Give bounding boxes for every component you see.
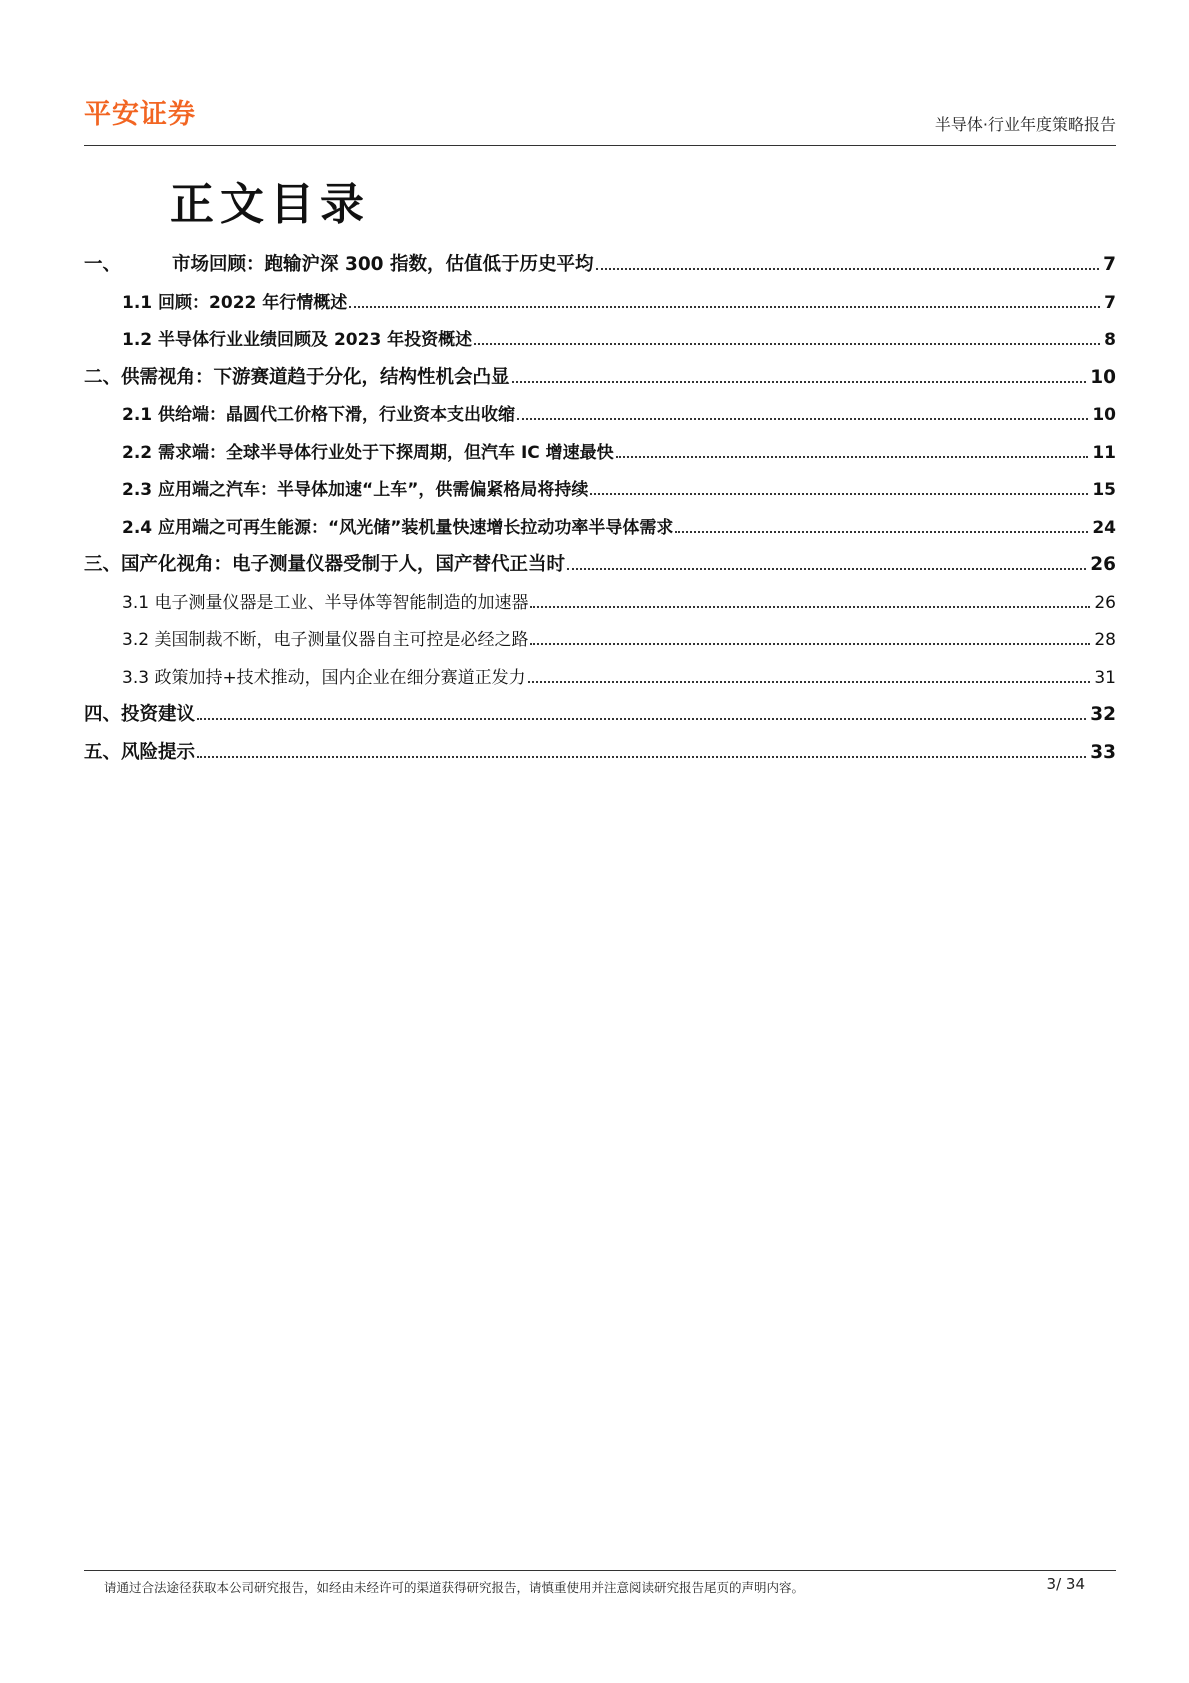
header-divider — [84, 145, 1116, 146]
company-logo: 平安证券 — [84, 99, 196, 130]
toc-entry-text: 3.2 美国制裁不断，电子测量仪器自主可控是必经之路 — [122, 630, 529, 650]
toc-entry-page: 11 — [1092, 442, 1116, 463]
toc-leader-dots — [530, 643, 1090, 645]
toc-entry-page: 15 — [1092, 480, 1116, 500]
toc-leader-dots — [349, 306, 1100, 308]
page-title: 正文目录 — [170, 179, 370, 230]
toc-leader-dots — [197, 756, 1086, 758]
toc-entry-text: 二、供需视角：下游赛道趋于分化，结构性机会凸显 — [84, 366, 510, 388]
toc-entry[interactable] — [84, 400, 1116, 438]
toc-entry[interactable] — [84, 438, 1116, 476]
toc-entry-text: 四、投资建议 — [84, 704, 196, 725]
toc-leader-dots — [512, 381, 1087, 383]
toc-entry-page: 33 — [1090, 741, 1116, 763]
toc-entry[interactable] — [84, 288, 1116, 326]
toc-leader-dots — [197, 718, 1086, 720]
toc-entry[interactable] — [84, 363, 1116, 401]
toc-entry-page: 10 — [1092, 405, 1116, 425]
toc-leader-dots — [474, 343, 1100, 345]
toc-entry-page: 8 — [1104, 330, 1116, 350]
page-header — [84, 92, 1116, 136]
toc-entry-page: 7 — [1104, 292, 1116, 313]
toc-entry-page: 28 — [1094, 630, 1116, 650]
toc-entry-text: 3.3 政策加持+技术推动，国内企业在细分赛道正发力 — [122, 667, 526, 688]
toc-entry[interactable] — [84, 250, 1116, 288]
toc-entry[interactable] — [84, 738, 1116, 776]
toc-leader-dots — [567, 568, 1086, 570]
toc-leader-dots — [528, 681, 1091, 683]
toc-entry-text: 市场回顾：跑输沪深 300 指数，估值低于历史平均 — [172, 254, 594, 275]
toc-entry[interactable] — [84, 625, 1116, 663]
page-number: 3/ 34 — [1046, 1575, 1085, 1593]
toc-entry-page: 10 — [1090, 366, 1116, 388]
toc-entry-page: 26 — [1090, 554, 1116, 575]
toc-entry[interactable] — [84, 550, 1116, 588]
report-type: 半导体·行业年度策略报告 — [934, 115, 1116, 134]
toc-entry-text: 3.1 电子测量仪器是工业、半导体等智能制造的加速器 — [122, 592, 529, 613]
toc-entry[interactable] — [84, 700, 1116, 738]
toc-entry-text: 2.2 需求端：全球半导体行业处于下探周期，但汽车 IC 增速最快 — [122, 442, 614, 463]
toc-entry-number: 一、 — [84, 254, 122, 275]
table-of-contents — [84, 250, 1116, 775]
toc-entry-page: 32 — [1090, 704, 1116, 725]
toc-entry-text: 2.1 供给端：晶圆代工价格下滑，行业资本支出收缩 — [122, 405, 516, 425]
toc-entry-text: 1.2 半导体行业业绩回顾及 2023 年投资概述 — [122, 330, 473, 350]
toc-leader-dots — [530, 606, 1090, 608]
toc-entry-page: 26 — [1094, 592, 1116, 613]
toc-entry-page: 7 — [1103, 254, 1116, 275]
toc-entry[interactable] — [84, 663, 1116, 701]
toc-entry-text: 五、风险提示 — [84, 741, 196, 763]
toc-leader-dots — [675, 531, 1088, 533]
toc-entry-text: 1.1 回顾：2022 年行情概述 — [122, 292, 348, 313]
toc-entry-text: 2.3 应用端之汽车：半导体加速“上车”，供需偏紧格局将持续 — [122, 480, 589, 500]
toc-entry-text: 三、国产化视角：电子测量仪器受制于人，国产替代正当时 — [84, 554, 566, 575]
toc-leader-dots — [517, 418, 1088, 420]
toc-entry[interactable] — [84, 475, 1116, 513]
toc-entry[interactable] — [84, 588, 1116, 626]
toc-entry-text: 2.4 应用端之可再生能源：“风光储”装机量快速增长拉动功率半导体需求 — [122, 517, 674, 538]
disclaimer-note: 请通过合法途径获取本公司研究报告，如经由未经许可的渠道获得研究报告，请慎重使用并注意阅读研究报告尾页的声明内容。 — [104, 1580, 805, 1595]
toc-leader-dots — [596, 268, 1100, 270]
toc-leader-dots — [590, 493, 1088, 495]
toc-entry[interactable] — [84, 513, 1116, 551]
toc-entry[interactable] — [84, 325, 1116, 363]
footer-divider — [84, 1570, 1116, 1571]
toc-entry-page: 24 — [1092, 517, 1116, 538]
toc-entry-page: 31 — [1094, 667, 1116, 688]
toc-leader-dots — [616, 456, 1089, 458]
